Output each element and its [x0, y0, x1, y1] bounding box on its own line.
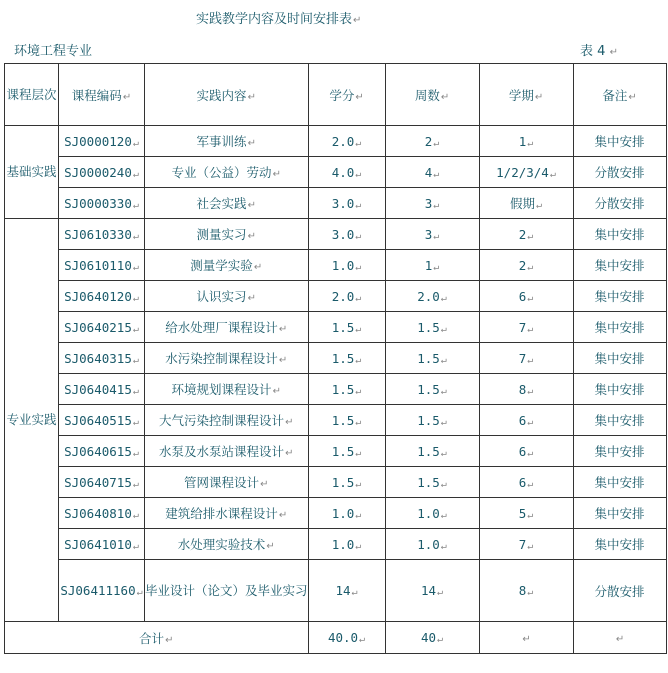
table-row: [5, 157, 667, 188]
term-cell: 8↵: [479, 374, 573, 405]
course-code: SJ0640415↵: [59, 374, 145, 405]
table-row: [5, 343, 667, 374]
note-cell: 集中安排: [573, 343, 666, 374]
course-content: 水泵及水泵站课程设计↵: [145, 436, 309, 467]
course-code: SJ0640615↵: [59, 436, 145, 467]
note-cell: 集中安排: [573, 374, 666, 405]
course-content: 测量学实验↵: [145, 250, 309, 281]
credit-cell: 2.0↵: [308, 281, 385, 312]
term-cell: 8↵: [479, 560, 573, 622]
header-cell: 备注↵: [573, 64, 666, 126]
course-code: SJ0000120↵: [59, 126, 145, 157]
weeks-cell: 3↵: [385, 219, 479, 250]
course-code: SJ0640715↵: [59, 467, 145, 498]
course-code: SJ0000330↵: [59, 188, 145, 219]
note-cell: 集中安排: [573, 467, 666, 498]
page-title: 实践教学内容及时间安排表↵: [196, 12, 362, 27]
table-row: [5, 188, 667, 219]
credit-cell: 1.5↵: [308, 374, 385, 405]
weeks-cell: 3↵: [385, 188, 479, 219]
course-code: SJ0641010↵: [59, 529, 145, 560]
table-row: [5, 405, 667, 436]
table-row: [5, 374, 667, 405]
table-number: 表 4 ↵: [580, 44, 618, 59]
credit-cell: 1.0↵: [308, 498, 385, 529]
group-label: 专业实践: [5, 219, 59, 622]
weeks-cell: 1.5↵: [385, 374, 479, 405]
weeks-cell: 14↵: [385, 560, 479, 622]
total-credit: 40.0↵: [308, 622, 385, 654]
course-content: 水污染控制课程设计↵: [145, 343, 309, 374]
term-cell: 5↵: [479, 498, 573, 529]
note-cell: 分散安排: [573, 560, 666, 622]
credit-cell: 1.5↵: [308, 405, 385, 436]
credit-cell: 3.0↵: [308, 188, 385, 219]
course-code: SJ0000240↵: [59, 157, 145, 188]
total-term: ↵: [479, 622, 573, 654]
credit-cell: 1.0↵: [308, 250, 385, 281]
course-content: 毕业设计（论文）及毕业实习: [145, 560, 309, 622]
credit-cell: 1.5↵: [308, 436, 385, 467]
total-label: 合计↵: [5, 622, 309, 654]
term-cell: 6↵: [479, 436, 573, 467]
total-weeks: 40↵: [385, 622, 479, 654]
total-note: ↵: [573, 622, 666, 654]
weeks-cell: 1↵: [385, 250, 479, 281]
term-cell: 2↵: [479, 219, 573, 250]
credit-cell: 1.5↵: [308, 343, 385, 374]
credit-cell: 14↵: [308, 560, 385, 622]
header-cell: 课程层次: [5, 64, 59, 126]
table-row: [5, 126, 667, 157]
table-row: [5, 436, 667, 467]
weeks-cell: 1.5↵: [385, 343, 479, 374]
credit-cell: 2.0↵: [308, 126, 385, 157]
credit-cell: 4.0↵: [308, 157, 385, 188]
course-content: 环境规划课程设计↵: [145, 374, 309, 405]
course-code: SJ0640515↵: [59, 405, 145, 436]
note-cell: 集中安排: [573, 281, 666, 312]
header-cell: 学分↵: [308, 64, 385, 126]
course-code: SJ0610110↵: [59, 250, 145, 281]
term-cell: 7↵: [479, 312, 573, 343]
weeks-cell: 1.0↵: [385, 529, 479, 560]
note-cell: 集中安排: [573, 498, 666, 529]
weeks-cell: 1.5↵: [385, 405, 479, 436]
header-cell: 周数↵: [385, 64, 479, 126]
group-label: 基础实践: [5, 126, 59, 219]
term-cell: 6↵: [479, 467, 573, 498]
total-row: [5, 622, 667, 654]
course-content: 测量实习↵: [145, 219, 309, 250]
header-cell: 学期↵: [479, 64, 573, 126]
term-cell: 2↵: [479, 250, 573, 281]
table-row: [5, 281, 667, 312]
header-cell: 实践内容↵: [145, 64, 309, 126]
note-cell: 分散安排: [573, 157, 666, 188]
weeks-cell: 1.5↵: [385, 436, 479, 467]
term-cell: 7↵: [479, 343, 573, 374]
credit-cell: 1.5↵: [308, 312, 385, 343]
table-row: [5, 560, 667, 622]
course-code: SJ06411160↵: [59, 560, 145, 622]
term-cell: 1/2/3/4↵: [479, 157, 573, 188]
note-cell: 集中安排: [573, 126, 666, 157]
term-cell: 假期↵: [479, 188, 573, 219]
table-row: [5, 529, 667, 560]
credit-cell: 1.0↵: [308, 529, 385, 560]
credit-cell: 3.0↵: [308, 219, 385, 250]
header-cell: 课程编码↵: [59, 64, 145, 126]
header-row: [5, 64, 667, 126]
note-cell: 集中安排: [573, 312, 666, 343]
term-cell: 6↵: [479, 405, 573, 436]
course-content: 认识实习↵: [145, 281, 309, 312]
note-cell: 集中安排: [573, 219, 666, 250]
course-content: 大气污染控制课程设计↵: [145, 405, 309, 436]
course-content: 管网课程设计↵: [145, 467, 309, 498]
course-code: SJ0640120↵: [59, 281, 145, 312]
course-content: 给水处理厂课程设计↵: [145, 312, 309, 343]
table-row: [5, 498, 667, 529]
course-content: 军事训练↵: [145, 126, 309, 157]
weeks-cell: 1.5↵: [385, 312, 479, 343]
table-row: [5, 219, 667, 250]
note-cell: 集中安排: [573, 529, 666, 560]
weeks-cell: 2.0↵: [385, 281, 479, 312]
table-row: [5, 312, 667, 343]
course-code: SJ0640315↵: [59, 343, 145, 374]
weeks-cell: 2↵: [385, 126, 479, 157]
course-content: 水处理实验技术↵: [145, 529, 309, 560]
course-code: SJ0640215↵: [59, 312, 145, 343]
schedule-table: [4, 63, 667, 654]
course-content: 专业（公益）劳动↵: [145, 157, 309, 188]
table-row: [5, 467, 667, 498]
note-cell: 集中安排: [573, 436, 666, 467]
note-cell: 分散安排: [573, 188, 666, 219]
term-cell: 6↵: [479, 281, 573, 312]
course-code: SJ0640810↵: [59, 498, 145, 529]
course-code: SJ0610330↵: [59, 219, 145, 250]
credit-cell: 1.5↵: [308, 467, 385, 498]
major-label: 环境工程专业: [14, 44, 93, 59]
weeks-cell: 1.0↵: [385, 498, 479, 529]
course-content: 社会实践↵: [145, 188, 309, 219]
course-content: 建筑给排水课程设计↵: [145, 498, 309, 529]
note-cell: 集中安排: [573, 405, 666, 436]
weeks-cell: 4↵: [385, 157, 479, 188]
term-cell: 1↵: [479, 126, 573, 157]
note-cell: 集中安排: [573, 250, 666, 281]
weeks-cell: 1.5↵: [385, 467, 479, 498]
table-row: [5, 250, 667, 281]
term-cell: 7↵: [479, 529, 573, 560]
